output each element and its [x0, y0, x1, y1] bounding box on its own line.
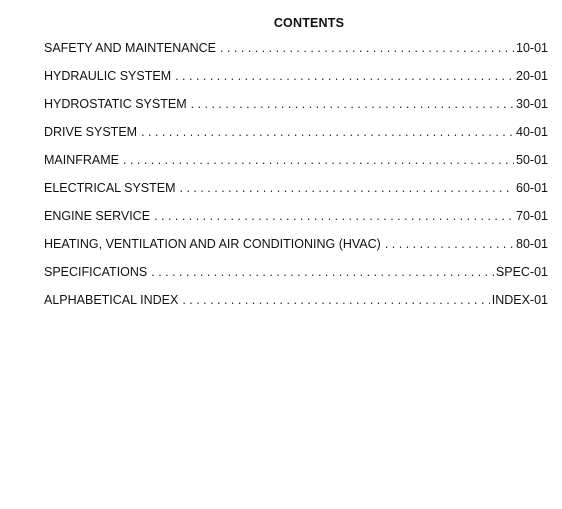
toc-entry-page: SPEC-01 [495, 265, 548, 279]
toc-entry-hydraulic-system[interactable] [44, 69, 548, 97]
dot-leader [385, 237, 514, 251]
toc-entry-label: SAFETY AND MAINTENANCE [44, 41, 217, 55]
toc-entry-label: MAINFRAME [44, 153, 119, 167]
dot-leader [123, 153, 514, 167]
toc-entry-label: ENGINE SERVICE [44, 209, 151, 223]
dot-leader [191, 97, 514, 111]
dot-leader [154, 209, 514, 223]
dot-leader [180, 181, 515, 195]
toc-entry-label: HYDRAULIC SYSTEM [44, 69, 172, 83]
toc-entry-page: 20-01 [516, 69, 548, 83]
table-of-contents [44, 41, 548, 321]
toc-entry-page: 50-01 [516, 153, 548, 167]
toc-entry-safety-and-maintenance[interactable] [44, 41, 548, 69]
toc-entry-drive-system[interactable] [44, 125, 548, 153]
toc-entry-alphabetical-index[interactable] [44, 293, 548, 321]
toc-entry-label: ALPHABETICAL INDEX [44, 293, 179, 307]
dot-leader [151, 265, 494, 279]
toc-entry-page: 80-01 [516, 237, 548, 251]
toc-entry-label: HYDROSTATIC SYSTEM [44, 97, 187, 111]
toc-entry-specifications[interactable] [44, 265, 548, 293]
toc-entry-label: ELECTRICAL SYSTEM [44, 181, 176, 195]
toc-entry-page: INDEX-01 [491, 293, 548, 307]
toc-entry-label: SPECIFICATIONS [44, 265, 148, 279]
toc-entry-hvac[interactable] [44, 237, 548, 265]
dot-leader [182, 293, 489, 307]
toc-entry-label: DRIVE SYSTEM [44, 125, 138, 139]
dot-leader [175, 69, 514, 83]
toc-entry-page: 30-01 [516, 97, 548, 111]
page-title: CONTENTS [273, 16, 345, 30]
toc-entry-mainframe[interactable] [44, 153, 548, 181]
toc-entry-page: 70-01 [516, 209, 548, 223]
toc-entry-page: 60-01 [516, 181, 548, 195]
toc-entry-page: 40-01 [516, 125, 548, 139]
toc-entry-electrical-system[interactable] [44, 181, 548, 209]
toc-entry-engine-service[interactable] [44, 209, 548, 237]
dot-leader [141, 125, 514, 139]
toc-entry-page: 10-01 [516, 41, 548, 55]
toc-entry-label: HEATING, VENTILATION AND AIR CONDITIONING (HVAC) [44, 237, 381, 251]
dot-leader [220, 41, 514, 55]
toc-entry-hydrostatic-system[interactable] [44, 97, 548, 125]
